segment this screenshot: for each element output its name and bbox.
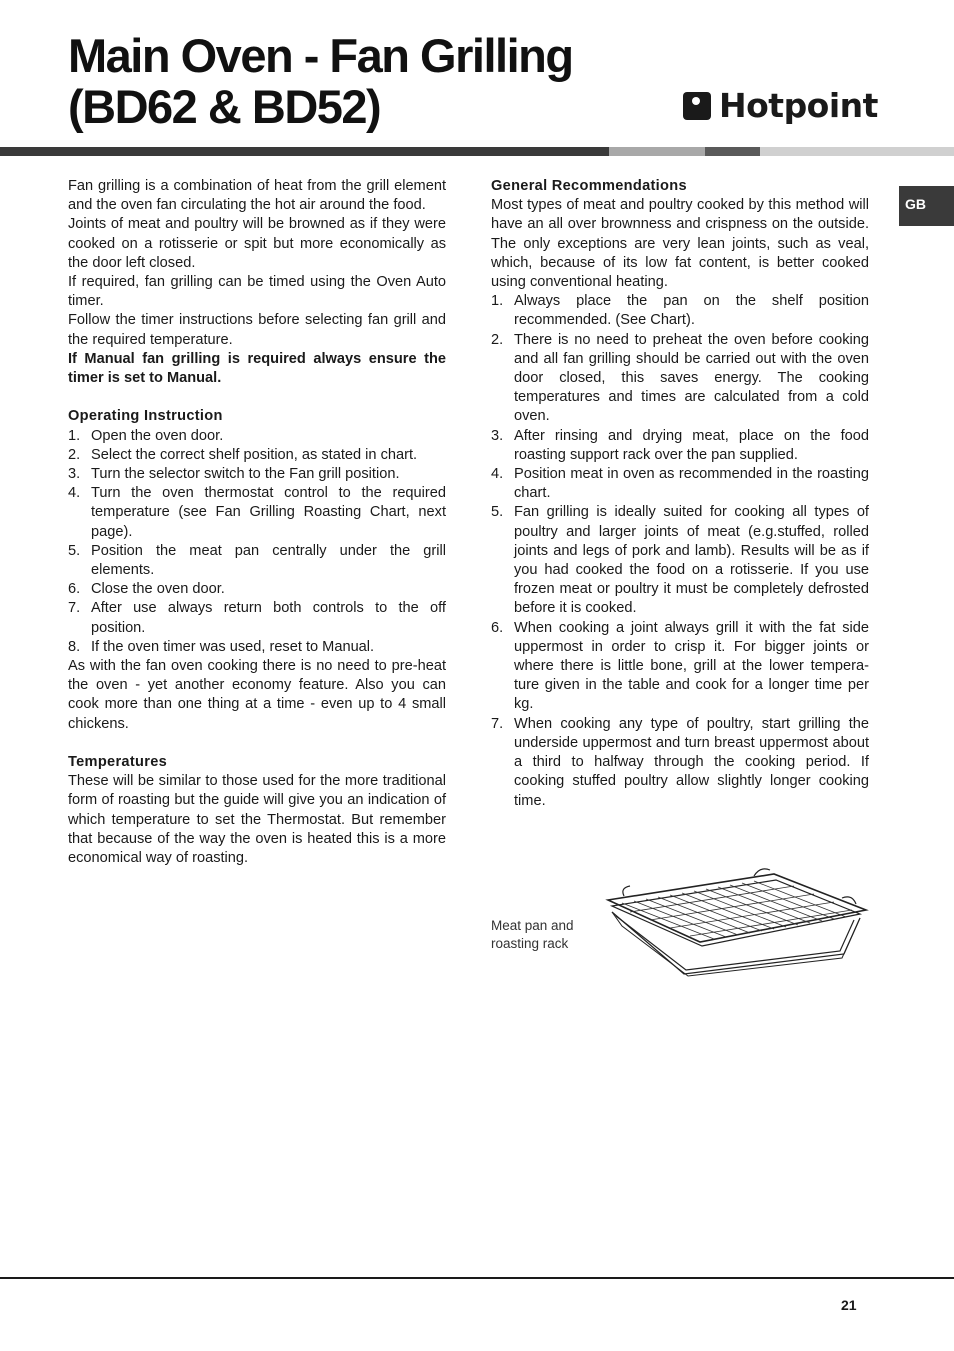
- list-item: 7. After use always return both controls to the off position.: [68, 600, 446, 636]
- intro-paragraph: If required, fan grilling can be timed using the Oven Auto timer.: [68, 274, 446, 310]
- figure-caption: Meat pan and roasting rack: [491, 918, 574, 951]
- list-item: 4. Turn the oven thermostat control to the required temperature (see Fan Grilling Roasting Chart, next page).: [68, 485, 446, 540]
- temperatures-text: These will be similar to those used for the more traditional form of roasting but the guide will give you an indication of which temperature to set the Thermostat. But remember that because of the way the oven is heated this is a more economical way of roasting.: [68, 773, 446, 867]
- footer-rule: [0, 1277, 954, 1279]
- list-item: 4. Position meat in oven as recommended in the roasting chart.: [491, 466, 869, 502]
- recommendations-heading: General Recommendations: [491, 178, 687, 194]
- list-item: 6. Close the oven door.: [68, 581, 225, 598]
- list-item: 7. When cooking any type of poultry, start grilling the underside uppermost and turn breast uppermost about a third to halfway through the cooking period. If cooking stuffed poultry allow slightly longer cooking time.: [491, 715, 869, 809]
- intro-paragraph: Follow the timer instructions before selecting fan grill and the required temperature.: [68, 312, 446, 348]
- header-rule-grey: [609, 147, 705, 156]
- header-rule-mid: [705, 147, 760, 156]
- brand-logo: [683, 87, 878, 125]
- intro-paragraph: Joints of meat and poultry will be browned as if they were cooked on a rotisserie or spit but more economically as the door left closed.: [68, 216, 446, 271]
- recommendations-list: [491, 292, 869, 810]
- operating-note: As with the fan oven cooking there is no need to pre-heat the oven - yet another economy feature. Also you can cook more than one thing at a time - even up to 4 small chickens.: [68, 658, 446, 732]
- list-item: 1. Open the oven door.: [68, 427, 224, 444]
- recommendations-intro: Most types of meat and poultry cooked by this method will have an all over brownness and crispness on the outside. The only exceptions are very lean joints, such as veal, which, because of its low fat content, is better cooked using conventional heating.: [491, 197, 869, 291]
- list-item: 3. After rinsing and drying meat, place on the food roasting support rack over the pan supplied.: [491, 427, 869, 463]
- language-tab: GB: [899, 186, 954, 226]
- list-item: 8. If the oven timer was used, reset to Manual.: [68, 638, 375, 655]
- right-column: [491, 177, 869, 811]
- header-rule-dark: [0, 147, 609, 156]
- list-item: 1. Always place the pan on the shelf position recommended. (See Chart).: [491, 293, 869, 329]
- page-title: [68, 30, 573, 132]
- temperatures-heading: Temperatures: [68, 754, 168, 771]
- brand-name: Hotpoint: [719, 86, 878, 125]
- list-item: 6. When cooking a joint always grill it with the fat side uppermost in order to crisp it. For bigger joints or where there is little bone, grill at the lower tempera-ture given in the table and cook for a longer time per kg.: [491, 619, 869, 713]
- hotpoint-mark-icon: [683, 92, 711, 120]
- list-item: 3. Turn the selector switch to the Fan grill position.: [68, 466, 400, 483]
- left-column: [68, 177, 446, 868]
- manual-timer-warning: If Manual fan grilling is required always ensure the timer is set to Manual.: [68, 350, 446, 387]
- operating-steps: [68, 427, 446, 657]
- list-item: 5. Fan grilling is ideally suited for cooking all types of poultry and larger joints of meat (e.g.stuffed, rolled joints and legs of pork and lamb). Results will be as if you had cooked the food on a rotisserie. If you use frozen meat or poultry it must be completely defrosted before it is cooked.: [491, 504, 869, 617]
- list-item: 2. Select the correct shelf position, as stated in chart.: [68, 446, 418, 463]
- title-line-1: Main Oven - Fan Grilling: [68, 29, 573, 82]
- page-number: 21: [841, 1297, 857, 1313]
- operating-heading: Operating Instruction: [68, 408, 223, 425]
- intro-paragraph: Fan grilling is a combination of heat from the grill element and the oven fan circulating the hot air around the food.: [68, 178, 446, 214]
- header-rule-light: [760, 147, 954, 156]
- list-item: 5. Position the meat pan centrally under the grill elements.: [68, 542, 446, 579]
- meat-pan-rack-illustration: [604, 866, 870, 978]
- list-item: 2. There is no need to preheat the oven before cooking and all fan grilling should be carried out with the oven door closed, this saves energy. The cooking temperatures and times are calculated from a cold oven.: [491, 331, 869, 425]
- title-line-2: (BD62 & BD52): [68, 80, 381, 133]
